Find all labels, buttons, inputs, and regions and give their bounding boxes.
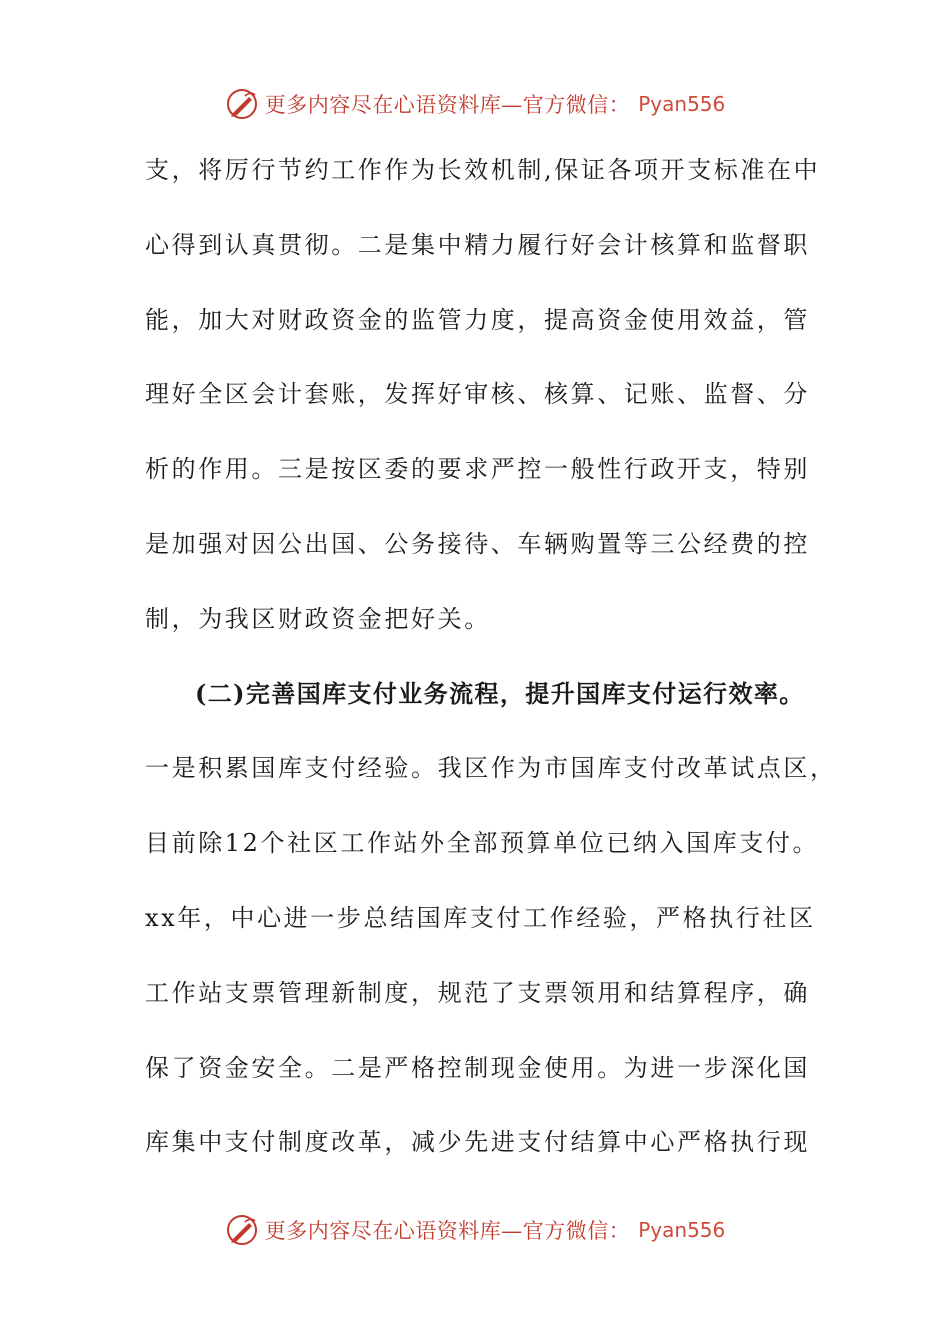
body-line: 心得到认真贯彻。二是集中精力履行好会计核算和监督职	[145, 230, 810, 259]
body-line: 制，为我区财政资金把好关。	[145, 604, 491, 633]
pen-logo-icon	[225, 87, 259, 121]
watermark-id: Pyan556	[638, 1218, 726, 1242]
body-line: 库集中支付制度改革，减少先进支付结算中心严格执行现	[145, 1128, 810, 1157]
body-line: 能，加大对财政资金的监管力度，提高资金使用效益，管	[145, 305, 810, 334]
watermark-text: 更多内容尽在心语资料库—官方微信：	[264, 1219, 631, 1243]
section-heading: (二)完善国库支付业务流程，提升国库支付运行效率。	[195, 678, 805, 708]
watermark-banner-bottom	[0, 1210, 950, 1250]
body-line: 析的作用。三是按区委的要求严控一般性行政开支，特别	[145, 455, 810, 484]
body-line: 支，将厉行节约工作作为长效机制,保证各项开支标准在中	[145, 156, 821, 184]
pen-logo-icon	[225, 1213, 259, 1247]
body-line: 工作站支票管理新制度，规范了支票领用和结算程序，确	[145, 978, 810, 1007]
body-line: 一是积累国库支付经验。我区作为市国库支付改革试点区，	[145, 754, 837, 783]
watermark-id: Pyan556	[638, 92, 726, 116]
body-line: 目前除12个社区工作站外全部预算单位已纳入国库支付。	[145, 829, 820, 858]
watermark-banner-top	[0, 84, 950, 124]
body-line: 保了资金安全。二是严格控制现金使用。为进一步深化国	[145, 1053, 810, 1082]
watermark-text: 更多内容尽在心语资料库—官方微信：	[264, 93, 631, 117]
body-line: xx年，中心进一步总结国库支付工作经验，严格执行社区	[145, 903, 816, 932]
body-line: 理好全区会计套账，发挥好审核、核算、记账、监督、分	[145, 380, 810, 409]
body-line: 是加强对因公出国、公务接待、车辆购置等三公经费的控	[145, 529, 810, 558]
document-body	[145, 140, 837, 1187]
